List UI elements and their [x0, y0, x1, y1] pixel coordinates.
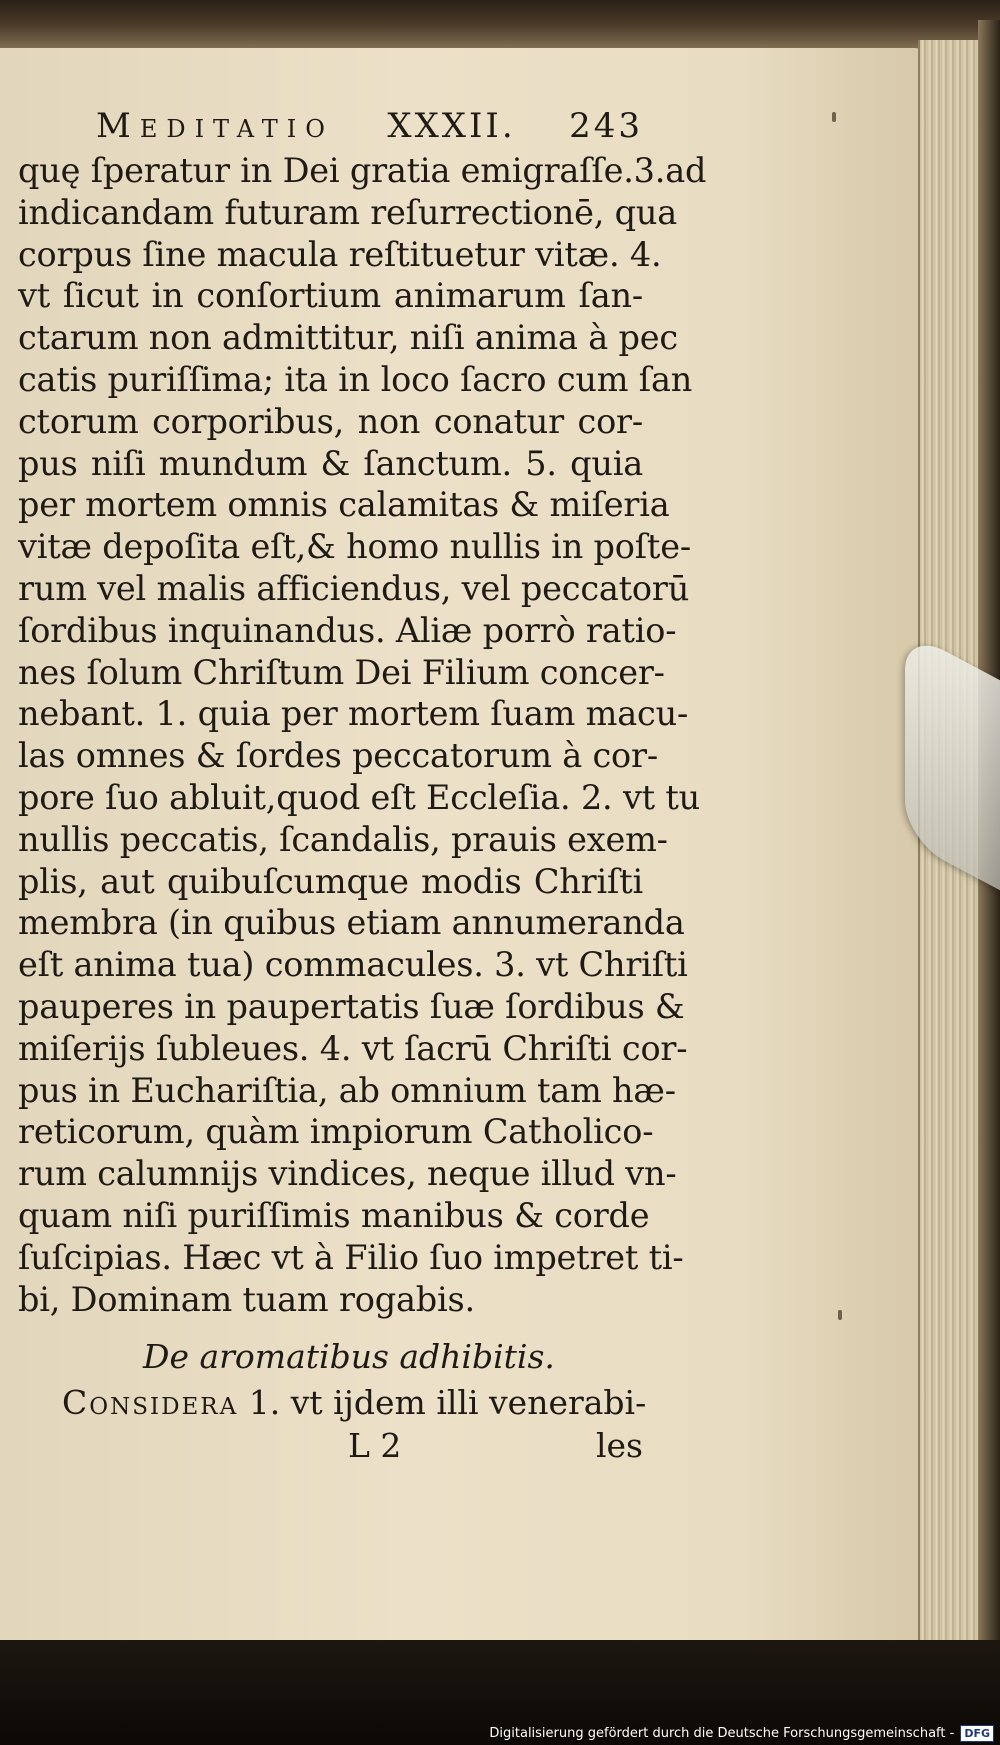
consider-line	[62, 1382, 647, 1424]
text-line: ſordibus inquinandus. Aliæ porrò ratio-	[18, 610, 677, 650]
text-line: membra (in quibus etiam annumeranda	[18, 903, 685, 943]
text-line: pauperes in paupertatis ſuæ ſordibus &	[18, 986, 685, 1026]
page-text	[18, 102, 707, 1468]
text-line: nullis peccatis, ſcandalis, prauis exem-	[18, 819, 668, 859]
text-line: vt ſicut in conſortium animarum ſan-	[18, 276, 643, 316]
text-line: ctarum non admittitur, niſi anima à pec	[18, 318, 678, 358]
text-line: bi, Dominam tuam rogabis.	[18, 1279, 475, 1319]
text-line: rum vel malis afficiendus, vel peccatorū	[18, 568, 690, 608]
text-line: ctorum corporibus, non conatur cor-	[18, 401, 643, 441]
text-line: vitæ depoſita eſt,& homo nullis in poſte-	[18, 527, 691, 567]
text-line: pus niſi mundum & ſanctum. 5. quia	[18, 443, 643, 483]
text-line: eſt anima tua) commacules. 3. vt Chriſti	[18, 945, 688, 985]
signature-line	[348, 1424, 643, 1468]
text-line: plis, aut quibuſcumque modis Chriſti	[18, 861, 643, 901]
text-line: pus in Euchariſtia, ab omnium tam hæ-	[18, 1070, 676, 1110]
ink-speck	[832, 112, 836, 122]
text-line: nes ſolum Chriſtum Dei Filium concer-	[18, 652, 665, 692]
body-text	[18, 150, 707, 1320]
text-line: rum calumnijs vindices, neque illud vn-	[18, 1154, 677, 1194]
text-line: ſuſcipias. Hæc vt à Filio ſuo impetret ti-	[18, 1237, 684, 1277]
digitization-credit	[489, 1722, 1000, 1745]
text-line: quam niſi puriſſimis manibus & corde	[18, 1195, 650, 1235]
ink-speck	[838, 1310, 842, 1320]
text-line: quę ſperatur in Dei gratia emigraſſe.3.ad	[18, 151, 707, 190]
text-line: reticorum, quàm impiorum Catholico-	[18, 1112, 654, 1152]
running-head-title: Meditatio	[96, 106, 334, 146]
text-line: indicandam futuram reſurrectionē, qua	[18, 192, 678, 232]
text-line: las omnes & ſordes peccatorum à cor-	[18, 736, 658, 776]
text-line: corpus ſine macula reſtituetur vitæ. 4.	[18, 234, 662, 274]
text-line: pore ſuo abluit,quod eſt Eccleſia. 2. vt tu	[18, 777, 701, 817]
section-subheading: De aromatibus adhibitis.	[143, 1337, 555, 1377]
text-line: catis puriſſima; ita in loco ſacro cum ſan	[18, 359, 693, 399]
running-head	[96, 102, 643, 150]
text-line: per mortem omnis calamitas & miſeria	[18, 485, 670, 525]
signature-mark: L 2	[348, 1426, 402, 1466]
text-line: miſerijs ſubleues. 4. vt ſacrū Chriſti cor-	[18, 1028, 688, 1068]
consider-lead: Considera	[62, 1383, 239, 1423]
running-head-numeral: XXXII.	[387, 106, 516, 146]
credit-text: Digitalisierung gefördert durch die Deutsche Forschungsgemeinschaft -	[489, 1726, 955, 1741]
page-number: 243	[569, 106, 643, 146]
catchword: les	[595, 1426, 643, 1466]
dfg-logo: DFG	[960, 1725, 994, 1742]
consider-rest: 1. vt ijdem illi venerabi-	[238, 1383, 647, 1423]
text-line: nebant. 1. quia per mortem ſuam macu-	[18, 694, 689, 734]
